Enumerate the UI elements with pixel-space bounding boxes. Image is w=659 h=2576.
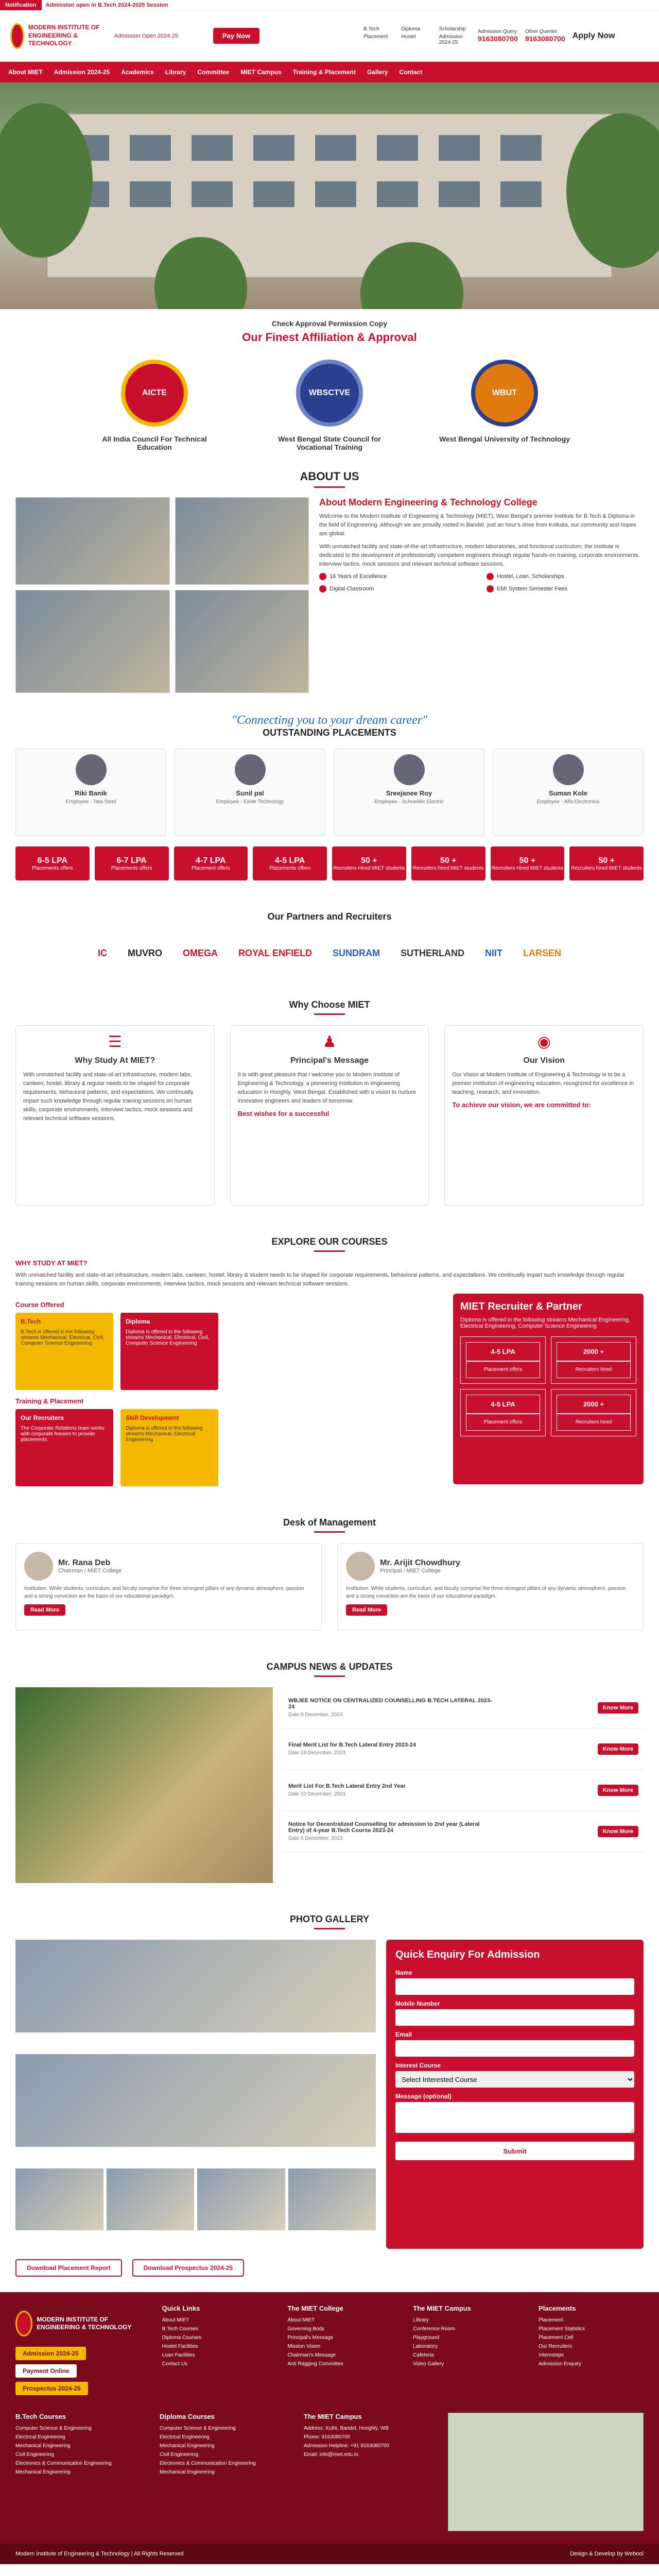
- header-quick-links: [363, 26, 472, 45]
- affiliation-title: Our Finest Affiliation & Approval: [242, 331, 417, 344]
- main-nav: [0, 62, 659, 82]
- placements-section: [0, 714, 659, 880]
- course-label: Interest Course: [395, 2062, 441, 2070]
- nav-item[interactable]: Gallery: [367, 69, 388, 76]
- download-prospectus-button[interactable]: Download Prospectus 2024-25: [132, 2259, 244, 2277]
- news-item: Notice for Decentralized Counselling for admission to 2nd year (Lateral Entry) of 4-year B.Tech Course 2023-24 Date 5 December, 2023 Know More: [283, 1811, 644, 1852]
- placement-card: Riki Banik Employee - Tata Steel: [15, 749, 166, 836]
- news-title: CAMPUS NEWS & UPDATES: [266, 1662, 393, 1672]
- affiliation-card: [263, 360, 396, 451]
- partners-section: [0, 911, 659, 969]
- affiliation-section: [0, 309, 659, 451]
- placement-stat: 50 + Recruiters Hired MIET students: [491, 846, 565, 880]
- gallery-photo[interactable]: [15, 2168, 103, 2230]
- check-icon: [319, 573, 326, 580]
- placement-card: Sunil pal Employee - Exide Technology: [175, 749, 325, 836]
- gallery-section: [0, 1914, 659, 2249]
- placement-stat: 4-5 LPA Placements offers: [253, 846, 327, 880]
- credit-text[interactable]: Design & Develop by Webool: [570, 2551, 644, 2557]
- avatar: [24, 1552, 53, 1581]
- management-section: [0, 1517, 659, 1631]
- pay-area: [213, 28, 357, 44]
- message-label: Message (optional): [395, 2093, 452, 2100]
- email-field[interactable]: [395, 2040, 634, 2057]
- footer-diploma-courses: Diploma Courses Computer Science & Engineering Electrical Engineering Mechanical Engineering Civil Engineering Electronics & Communication Engineering Mechanical Engineering: [160, 2413, 256, 2476]
- about-heading: About Modern Engineering & Technology College: [319, 497, 537, 507]
- campus-building: [46, 113, 613, 278]
- know-more-button[interactable]: Know More: [598, 1702, 638, 1714]
- affiliation-name: West Bengal State Council for Vocational Training: [278, 435, 381, 451]
- placement-tagline: "Connecting you to your dream career": [231, 714, 428, 727]
- know-more-button[interactable]: Know More: [598, 1743, 638, 1755]
- site-footer: MODERN INSTITUTE OF ENGINEERING & TECHNOLOGY Admission 2024-25 Payment Online Prospectus 2024-25 Quick Links About MIET B.Tech Courses Diploma Courses Hostel Facilities Loan Facilities Contact Us The MIET College About MIET Governing Body Principal's Message Mission Vision Chairman's Message Anti Ragging Committee The MIET Campus Library Conference Room Playground Laboratory Cafeteria Video Gallery Placements Placement Placement Statistics Placement Cell Our Recruiters Internships Admission Enquiry B.Tech Courses Computer Science & Engineering Electrical Engineering Mechanical Engineering Civil Engineering Electronics & Communication Engineering Mechanical Engineering Diploma Courses Computer Science & Engineering Electrical Engineering Mechanical Engineering Civil Engineering Electronics & Communication Engineering Mechanical Engineering The MIET Campus Address: Kuthi, Bandel, Hooghly, WB Phone: 9163080700 Admission Helpline: +91 9163080700 Email: info@miet.edu.in: [0, 2292, 659, 2544]
- avatar: [394, 754, 425, 785]
- placement-stat: 50 + Recruiters hired MIET students: [411, 846, 485, 880]
- about-feature: Digital Classroom: [319, 585, 476, 592]
- notification-tag: Notification: [0, 0, 42, 10]
- news-item: WBJEE NOTICE ON CENTRALIZED COUNSELLING B.TECH LATERAL 2023-24 Date 9 December, 2023 Know More: [283, 1687, 644, 1728]
- other-queries-label: Other Queries: [525, 29, 558, 35]
- avatar: [235, 754, 266, 785]
- location-map[interactable]: [448, 2413, 644, 2531]
- course-card-recruiters[interactable]: Our Recruiters The Corporate Relations team works with corporate houses to provide placements.: [15, 1409, 113, 1486]
- enquiry-title: Quick Enquiry For Admission: [395, 1949, 540, 1961]
- notification-bar: [0, 0, 659, 10]
- admission-title: Admission Open 2024-25: [114, 32, 179, 39]
- nav-item[interactable]: Committee: [197, 69, 230, 76]
- about-paragraph: Welcome to the Modern Institute of Engineering & Technology (MIET), West Bengal's premier institute for B.Tech & Diploma in the field of Engineering. Although we are proudly rooted in Bandel, just an hour's drive from Kolkata, our community and hopes are global.: [319, 513, 636, 537]
- courses-title: EXPLORE OUR COURSES: [271, 1236, 388, 1247]
- download-placement-report-button[interactable]: Download Placement Report: [15, 2259, 122, 2277]
- about-feature: EMI System Semester Fees: [487, 585, 644, 592]
- course-card-diploma[interactable]: Diploma Diploma is offered in the following streams Mechanical, Electrical, Civil, Computer Science Engineering: [120, 1313, 218, 1390]
- course-offered-label: Course Offered: [15, 1301, 64, 1309]
- nav-item[interactable]: Academics: [121, 69, 154, 76]
- partner-logo: NIIT: [485, 947, 503, 958]
- college-logo[interactable]: [10, 23, 108, 49]
- about-photo: [175, 497, 309, 585]
- affiliation-card: [88, 360, 221, 451]
- footer-miet-college: The MIET College About MIET Governing Body Principal's Message Mission Vision Chairman's Message Anti Ragging Committee: [287, 2304, 343, 2367]
- placement-stat: 4-7 LPA Placement offers: [174, 846, 248, 880]
- partners-title: Our Partners and Recruiters: [267, 911, 392, 922]
- affiliation-name: All India Council For Technical Education: [102, 435, 207, 451]
- why-title: Why Choose MIET: [289, 999, 370, 1010]
- nav-item[interactable]: Admission 2024-25: [54, 69, 110, 76]
- partner-logo: ROYAL ENFIELD: [238, 947, 313, 958]
- why-section: [0, 999, 659, 1206]
- apply-now-link[interactable]: Apply Now: [572, 31, 615, 40]
- header-link[interactable]: Scholarship: [439, 26, 466, 32]
- management-title: Desk of Management: [283, 1517, 376, 1528]
- footer-miet-campus: The MIET Campus Library Conference Room Playground Laboratory Cafeteria Video Gallery: [413, 2304, 471, 2367]
- college-name: MODERN INSTITUTE OF ENGINEERING & TECHNOLOGY: [28, 24, 100, 47]
- submit-button[interactable]: Submit: [395, 2142, 634, 2160]
- about-section: [0, 470, 659, 693]
- name-field[interactable]: [395, 1978, 634, 1995]
- header-link[interactable]: B.Tech: [363, 26, 379, 32]
- nav-item[interactable]: Contact: [399, 69, 423, 76]
- gallery-title: PHOTO GALLERY: [289, 1914, 369, 1925]
- check-icon: [319, 585, 326, 592]
- nav-item[interactable]: About MIET: [8, 69, 43, 76]
- gallery-photo[interactable]: [15, 2054, 376, 2147]
- name-label: Name: [395, 1969, 412, 1977]
- footer-payment-button[interactable]: Payment Online: [15, 2364, 77, 2378]
- about-paragraph: With unmatched facility and state-of-the-art infrastructure, modern laboratories, and functional curriculum, the institute is dedicated to the development of professionally competent engineers through regular hands-on training, corporate environments, interview tactics, mock sessions and relevant technical software sessions.: [319, 544, 640, 568]
- why-card: ◉ Our Vision Our Vision at Modern Institute of Engineering & Technology is to be a premier institution of engineering education, recognized for excellence in teaching, research, and innovation. To achieve our vision, we are committed to:: [444, 1025, 644, 1206]
- why-card: ♟ Principal's Message It is with great pleasure that I welcome you to Modern Institute of Engineering & Technology, a pioneering institution in engineering education in Hooghly, West Bengal. Established with a vision to nurture innovative engineers and leaders of tomorrow. Best wishes for a successful: [230, 1025, 429, 1206]
- photo-grid: [15, 1940, 376, 2249]
- news-section: [0, 1662, 659, 1883]
- footer-prospectus-button[interactable]: Prospectus 2024-25: [15, 2382, 88, 2395]
- nav-item[interactable]: MIET Campus: [240, 69, 282, 76]
- header-link[interactable]: Placement: [363, 34, 388, 40]
- footer-btech-courses: B.Tech Courses Computer Science & Engineering Electrical Engineering Mechanical Engineering Civil Engineering Electronics & Communication Engineering Mechanical Engineering: [15, 2413, 112, 2476]
- about-feature: Hostel, Loan, Scholarships: [487, 573, 644, 580]
- site-header: [0, 10, 659, 62]
- gallery-photo[interactable]: [288, 2168, 376, 2230]
- pay-now-button[interactable]: Pay Now: [213, 28, 259, 44]
- news-item: Merit List For B.Tech Lateral Entry 2nd Year Date 10 December, 2023 Know More: [283, 1770, 644, 1811]
- placement-stat: 6-5 LPA Placements offers: [15, 846, 90, 880]
- notification-text[interactable]: Admission open in B.Tech 2024-2025 Session: [45, 2, 168, 8]
- avatar: [553, 754, 584, 785]
- email-label: Email: [395, 2031, 412, 2039]
- partner-logo: IC: [97, 947, 107, 958]
- copyright-text: Modern Institute of Engineering & Technology | All Rights Reserved: [15, 2551, 184, 2557]
- wbut-badge-icon: WBUT: [471, 360, 538, 427]
- read-more-button[interactable]: Read More: [24, 1604, 65, 1616]
- partner-logo: MUVRO: [127, 947, 162, 958]
- other-queries-number[interactable]: 9163080700: [525, 35, 565, 43]
- message-field[interactable]: [395, 2102, 634, 2133]
- avatar: [76, 754, 107, 785]
- footer-contact: The MIET Campus Address: Kuthi, Bandel, Hooghly, WB Phone: 9163080700 Admission Helpline: +91 9163080700 Email: info@miet.edu.in: [304, 2413, 389, 2458]
- miet-recruiter-partner-card: MIET Recruiter & Partner Diploma is offered in the following streams Mechanical Engineering, Electrical Engineering, Computer Science Engineering 4-5 LPA Placement offers 2000 + Recruiters hired 4-5 LPA Placement offers 2000 + Recruiters hired: [453, 1294, 644, 1484]
- gallery-photo[interactable]: [197, 2168, 285, 2230]
- partner-stat: 2000 + Recruiters hired: [551, 1389, 636, 1436]
- nav-item[interactable]: Library: [165, 69, 186, 76]
- about-images: [15, 497, 309, 693]
- header-link[interactable]: Admission 2024-25: [439, 34, 463, 45]
- aicte-badge-icon: AICTE: [121, 360, 188, 427]
- footer-quick-links: Quick Links About MIET B.Tech Courses Diploma Courses Hostel Facilities Loan Facilities Contact Us: [162, 2304, 202, 2367]
- partner-stat: 4-5 LPA Placement offers: [460, 1389, 546, 1436]
- book-icon: ☰: [108, 1033, 122, 1050]
- placement-stat: 50 + Recruiters Hired MIET students: [332, 846, 406, 880]
- partner-stat: 2000 + Recruiters hired: [551, 1336, 636, 1384]
- download-row: [0, 2259, 659, 2277]
- partner-logo: OMEGA: [182, 947, 218, 958]
- training-label: Training & Placement: [15, 1397, 84, 1405]
- partner-logo: SUTHERLAND: [401, 947, 465, 958]
- placement-stat: 6-7 LPA Placements offers: [95, 846, 169, 880]
- header-link[interactable]: Diploma: [401, 26, 421, 32]
- why-card: ☰ Why Study At MIET? With unmatched facility and state-of-art infrastructure, modern labs, canteen, hostel, library & regular needs to be shaped for corporate requirements, behavioral patterns, and expectations. We continually impart such knowledge through regular training sessions on human skills, corporate environments, interview tactics, mock sessions and relevant technical software sessions.: [15, 1025, 215, 1206]
- nav-item[interactable]: Training & Placement: [292, 69, 356, 76]
- placement-card: Suman Kole Employee - Alfa Electronics: [493, 749, 644, 836]
- header-contact: [478, 29, 615, 43]
- about-feature: 16 Years of Excellence: [319, 573, 476, 580]
- check-icon: [487, 585, 494, 592]
- course-card-skill[interactable]: Skill Development Diploma is offered in the following streams Mechanical, Electrical Engineering: [120, 1409, 218, 1486]
- campus-news-image: [15, 1687, 273, 1883]
- footer-logo-icon: [15, 2311, 32, 2336]
- check-icon: [487, 573, 494, 580]
- about-photo: [175, 590, 309, 693]
- copyright-bar: [0, 2544, 659, 2564]
- gallery-photo[interactable]: [107, 2168, 195, 2230]
- mobile-label: Mobile Number: [395, 2000, 440, 2008]
- partner-stat: 4-5 LPA Placement offers: [460, 1336, 546, 1384]
- header-link[interactable]: Hostel: [401, 34, 416, 40]
- wbsctve-badge-icon: WBSCTVE: [296, 360, 363, 427]
- news-item: Final Merit List for B.Tech Lateral Entry 2023-24 Date 19 December, 2023 Know More: [283, 1728, 644, 1770]
- courses-section: [0, 1236, 659, 1486]
- enquiry-form: [386, 1940, 644, 2249]
- eye-icon: ◉: [537, 1033, 551, 1050]
- know-more-button[interactable]: Know More: [598, 1785, 638, 1796]
- placement-title: OUTSTANDING PLACEMENTS: [263, 727, 396, 738]
- footer-admission-button[interactable]: Admission 2024-25: [15, 2347, 86, 2360]
- about-photo: [15, 590, 170, 693]
- helpline-label: Admission Query: [478, 29, 517, 35]
- courses-description: With unmatched facility and state-of-art infrastructure, modern labs, canteen, hostel, library & student needs to be shaped for corporate requirements, behavioral patterns, and expectations. We continually impart such knowledge through regular training sessions on human skills, corporate environments, interview tactics, mock sessions and relevant technical software sessions.: [15, 1272, 625, 1287]
- about-title: ABOUT US: [300, 470, 359, 483]
- helpline-number[interactable]: 9163080700: [478, 35, 518, 43]
- affiliation-pretitle[interactable]: Check Approval Permission Copy: [271, 319, 388, 328]
- mobile-field[interactable]: [395, 2009, 634, 2026]
- about-photo: [15, 497, 170, 585]
- affiliation-name: West Bengal University of Technology: [439, 435, 570, 443]
- person-icon: ♟: [322, 1033, 337, 1050]
- course-card-btech[interactable]: B.Tech B.Tech is offered in the following streams Mechanical, Electrical, Civil, Computer Science Engineering: [15, 1313, 113, 1390]
- footer-placements: Placements Placement Placement Statistics Placement Cell Our Recruiters Internships Admission Enquiry: [539, 2304, 585, 2367]
- read-more-button[interactable]: Read More: [346, 1604, 387, 1616]
- why-study-heading: WHY STUDY AT MIET?: [15, 1259, 88, 1267]
- management-card: Mr. Rana Deb Chairman / MIET College Institution. While students, curriculum, and faculty comprise the three strongest pillars of any dynamic atmosphere, passion and a strong conviction are the basis of our educational paradigm. Read More: [15, 1543, 322, 1631]
- management-card: Mr. Arijit Chowdhury Principal / MIET College Institution. While students, curriculum, and faculty comprise the three strongest pillars of any dynamic atmosphere, passion and a strong conviction are the basis of our educational paradigm. Read More: [337, 1543, 644, 1631]
- course-select[interactable]: [395, 2071, 634, 2088]
- affiliation-card: [438, 360, 571, 451]
- placement-stat: 50 + Recruiters hired MIET students: [569, 846, 644, 880]
- avatar: [346, 1552, 375, 1581]
- logo-seal-icon: [10, 23, 24, 49]
- partner-logo: SUNDRAM: [333, 947, 380, 958]
- hero-campus-image: [0, 82, 659, 309]
- know-more-button[interactable]: Know More: [598, 1826, 638, 1837]
- gallery-photo[interactable]: [15, 1940, 376, 2032]
- placement-card: Sreejanee Roy Employee - Schneider Electric: [334, 749, 484, 836]
- partner-logo: LARSEN: [523, 947, 562, 958]
